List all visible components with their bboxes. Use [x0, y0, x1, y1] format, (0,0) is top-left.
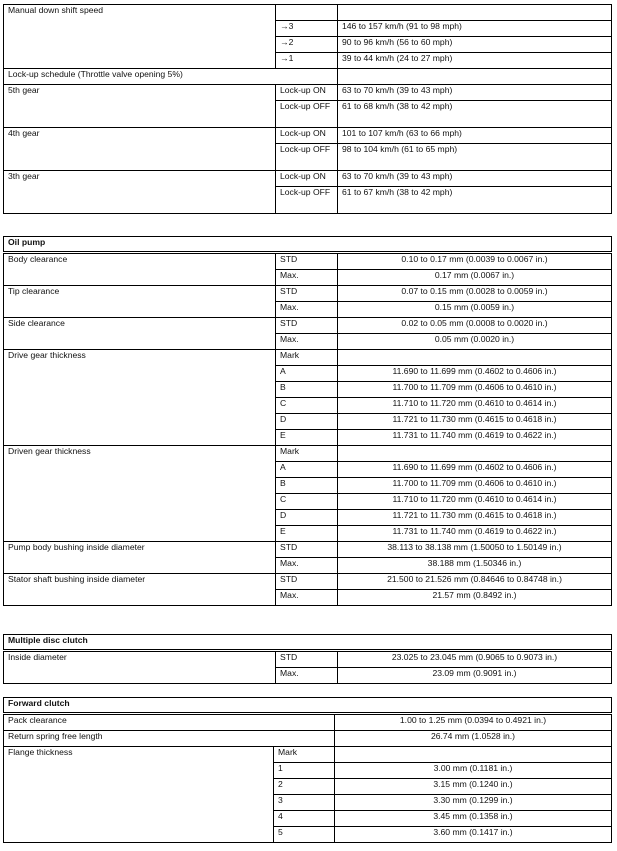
gear-4th-label: 4th gear	[4, 128, 276, 171]
side-clearance-label: Side clearance	[4, 318, 276, 350]
mark: 2	[274, 779, 335, 795]
mark: 5	[274, 827, 335, 843]
lockup-on-label: Lock-up ON	[276, 85, 338, 101]
mark: 3	[274, 795, 335, 811]
inside-diameter-label: Inside diameter	[4, 651, 276, 684]
multiple-disc-clutch-title: Multiple disc clutch	[4, 635, 612, 651]
mark-value: 11.731 to 11.740 mm (0.4619 to 0.4622 in.)	[338, 526, 612, 542]
multiple-disc-clutch-table	[3, 634, 612, 684]
lockup-on-value: 63 to 70 km/h (39 to 43 mph)	[338, 171, 612, 187]
driven-gear-thickness-label: Driven gear thickness	[4, 446, 276, 542]
return-spring-label: Return spring free length	[4, 731, 335, 747]
std-value: 38.113 to 38.138 mm (1.50050 to 1.50149 in.)	[338, 542, 612, 558]
oil-pump-title: Oil pump	[4, 237, 612, 253]
forward-clutch-table	[3, 697, 612, 843]
lockup-off-value: 61 to 68 km/h (38 to 42 mph)	[338, 101, 612, 128]
gear-5th-label: 5th gear	[4, 85, 276, 128]
mark-value: 11.700 to 11.709 mm (0.4606 to 0.4610 in.)	[338, 478, 612, 494]
mark-label: Mark	[276, 446, 338, 462]
lockup-off-value: 98 to 104 km/h (61 to 65 mph)	[338, 144, 612, 171]
mark-value: 3.45 mm (0.1358 in.)	[335, 811, 612, 827]
std-label: STD	[276, 651, 338, 668]
std-label: STD	[276, 542, 338, 558]
mark: E	[276, 526, 338, 542]
flange-thickness-label: Flange thickness	[4, 747, 274, 843]
manual-down-shift-label: Manual down shift speed	[4, 5, 276, 69]
gear-speed-value: 39 to 44 km/h (24 to 27 mph)	[338, 53, 612, 69]
mark-value: 11.700 to 11.709 mm (0.4606 to 0.4610 in.)	[338, 382, 612, 398]
oil-pump-table	[3, 236, 612, 606]
forward-clutch-title: Forward clutch	[4, 698, 612, 714]
lockup-off-label: Lock-up OFF	[276, 144, 338, 171]
max-label: Max.	[276, 334, 338, 350]
gear-3rd-label: 3th gear	[4, 171, 276, 214]
mark-label: Mark	[276, 350, 338, 366]
max-value: 21.57 mm (0.8492 in.)	[338, 590, 612, 606]
std-label: STD	[276, 253, 338, 270]
mark: A	[276, 462, 338, 478]
tip-clearance-label: Tip clearance	[4, 286, 276, 318]
mark-value: 11.690 to 11.699 mm (0.4602 to 0.4606 in.)	[338, 462, 612, 478]
lockup-on-label: Lock-up ON	[276, 171, 338, 187]
max-value: 23.09 mm (0.9091 in.)	[338, 668, 612, 684]
max-value: 0.15 mm (0.0059 in.)	[338, 302, 612, 318]
mark: D	[276, 414, 338, 430]
lockup-schedule-label: Lock-up schedule (Throttle valve opening 5%)	[4, 69, 338, 85]
std-value: 0.07 to 0.15 mm (0.0028 to 0.0059 in.)	[338, 286, 612, 302]
lockup-off-value: 61 to 67 km/h (38 to 42 mph)	[338, 187, 612, 214]
drive-gear-thickness-label: Drive gear thickness	[4, 350, 276, 446]
mark-value: 3.60 mm (0.1417 in.)	[335, 827, 612, 843]
lockup-on-label: Lock-up ON	[276, 128, 338, 144]
max-label: Max.	[276, 270, 338, 286]
return-spring-value: 26.74 mm (1.0528 in.)	[335, 731, 612, 747]
mark: B	[276, 478, 338, 494]
mark-value: 11.721 to 11.730 mm (0.4615 to 0.4618 in.)	[338, 414, 612, 430]
mark: A	[276, 366, 338, 382]
mark-value: 3.15 mm (0.1240 in.)	[335, 779, 612, 795]
gear-speed-value: 146 to 157 km/h (91 to 98 mph)	[338, 21, 612, 37]
mark-value: 3.00 mm (0.1181 in.)	[335, 763, 612, 779]
mark: C	[276, 398, 338, 414]
mark: B	[276, 382, 338, 398]
mark: E	[276, 430, 338, 446]
max-value: 0.17 mm (0.0067 in.)	[338, 270, 612, 286]
mark-value: 11.721 to 11.730 mm (0.4615 to 0.4618 in.)	[338, 510, 612, 526]
mark-value: 11.710 to 11.720 mm (0.4610 to 0.4614 in.)	[338, 494, 612, 510]
pack-clearance-label: Pack clearance	[4, 714, 335, 731]
mark: C	[276, 494, 338, 510]
shift-speed-table	[3, 4, 612, 214]
max-label: Max.	[276, 558, 338, 574]
std-value: 0.10 to 0.17 mm (0.0039 to 0.0067 in.)	[338, 253, 612, 270]
lockup-on-value: 101 to 107 km/h (63 to 66 mph)	[338, 128, 612, 144]
mark-value: 11.731 to 11.740 mm (0.4619 to 0.4622 in.)	[338, 430, 612, 446]
mark-label: Mark	[274, 747, 335, 763]
lockup-off-label: Lock-up OFF	[276, 101, 338, 128]
std-label: STD	[276, 574, 338, 590]
mark: 4	[274, 811, 335, 827]
pump-body-bushing-label: Pump body bushing inside diameter	[4, 542, 276, 574]
max-value: 38.188 mm (1.50346 in.)	[338, 558, 612, 574]
std-label: STD	[276, 318, 338, 334]
max-label: Max.	[276, 668, 338, 684]
stator-shaft-bushing-label: Stator shaft bushing inside diameter	[4, 574, 276, 606]
std-value: 21.500 to 21.526 mm (0.84646 to 0.84748 in.)	[338, 574, 612, 590]
mark: 1	[274, 763, 335, 779]
lockup-on-value: 63 to 70 km/h (39 to 43 mph)	[338, 85, 612, 101]
gear-label: →3	[276, 21, 338, 37]
mark-value: 3.30 mm (0.1299 in.)	[335, 795, 612, 811]
std-value: 0.02 to 0.05 mm (0.0008 to 0.0020 in.)	[338, 318, 612, 334]
std-value: 23.025 to 23.045 mm (0.9065 to 0.9073 in.)	[338, 651, 612, 668]
mark-value: 11.690 to 11.699 mm (0.4602 to 0.4606 in.)	[338, 366, 612, 382]
gear-label: →1	[276, 53, 338, 69]
std-label: STD	[276, 286, 338, 302]
lockup-off-label: Lock-up OFF	[276, 187, 338, 214]
max-value: 0.05 mm (0.0020 in.)	[338, 334, 612, 350]
gear-label: →2	[276, 37, 338, 53]
body-clearance-label: Body clearance	[4, 253, 276, 286]
mark: D	[276, 510, 338, 526]
pack-clearance-value: 1.00 to 1.25 mm (0.0394 to 0.4921 in.)	[335, 714, 612, 731]
gear-speed-value: 90 to 96 km/h (56 to 60 mph)	[338, 37, 612, 53]
max-label: Max.	[276, 302, 338, 318]
max-label: Max.	[276, 590, 338, 606]
mark-value: 11.710 to 11.720 mm (0.4610 to 0.4614 in.)	[338, 398, 612, 414]
